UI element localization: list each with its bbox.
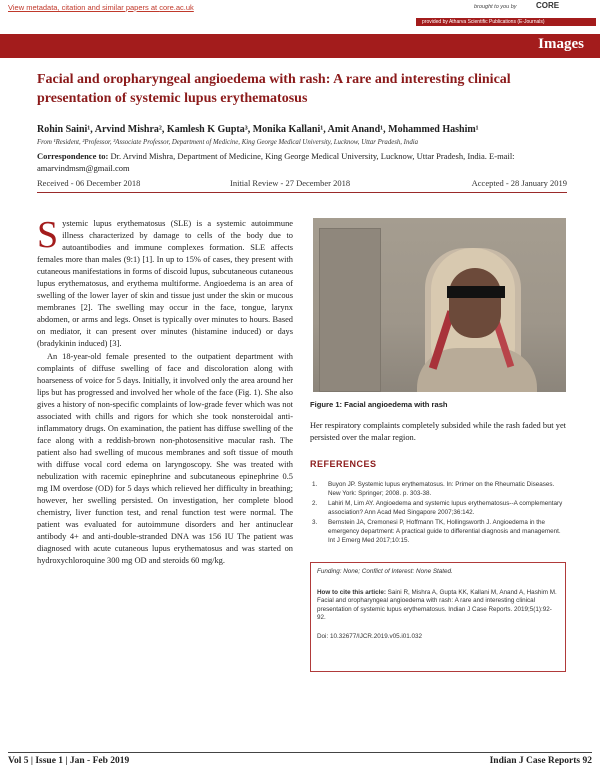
citation: How to cite this article: Saini R, Mishra A, Gupta KK, Kallani M, Anand A, Hashim M. Facial and oropharyngeal angioedema with rash: A rare and interesting clinical presentation of systemic lupus erythematosus. Indian J Case Reports. 2019;5(1):92-92. (317, 588, 557, 622)
reference-item: 1. Buyon JP. Systemic lupus erythematosus. In: Primer on the Rheumatic Diseases. New York: Springer; 2008. p. 303-38. (312, 481, 555, 497)
footer-journal-page: Indian J Case Reports 92 (489, 756, 592, 766)
paragraph-intro: Systemic lupus erythematosus (SLE) is a systemic autoimmune illness characterized by damage to cells of the body due to autoantibodies and immune complexes formation. SLE affects females more than males (9:1) [1]. In up to 15% of cases, they present with cutaneous manifestations in forms of discoid lupus, subcutaneous cutaneous lupus erythematosus, and erythema multiforme. Angioedema is an area of swelling of the lower layer of skin and tissue just under the skin or mucous membranes [2]. The swelling may occur in the face, tongue, larynx abdomen, or arms and legs. Onset is typically over minutes to hours. Based on mediator, it can present over minutes (histamine induced) or days (bradykinin induced) [3]. (37, 214, 293, 349)
article-info-box (310, 562, 566, 672)
correspondence-label: Correspondence to: (37, 151, 109, 161)
review-date: Initial Review - 27 December 2018 (230, 178, 351, 188)
patient-photo (313, 218, 566, 392)
reference-item: 2. Lahiri M, Lim AY. Angioedema and systemic lupus erythematosus--A complementary association? Ann Acad Med Singapore 2007;36:142. (312, 500, 563, 516)
left-column (37, 214, 293, 567)
citation-label: How to cite this article: (317, 588, 386, 596)
header-divider (37, 192, 567, 193)
doi[interactable]: Doi: 10.32677/IJCR.2019.v05.i01.032 (317, 632, 423, 640)
paragraph-outcome: Her respiratory complaints completely subsided while the rash faded but yet persisted over the malar region. (310, 421, 566, 442)
author-list: Rohin Saini¹, Arvind Mishra², Kamlesh K Gupta³, Monika Kallani¹, Amit Anand¹, Mohammed Hashim¹ (37, 124, 479, 135)
section-banner (0, 34, 600, 58)
received-date: Received - 06 December 2018 (37, 178, 141, 188)
brought-by-text: brought to you by (474, 4, 517, 10)
correspondence (37, 150, 567, 174)
affiliations: From ¹Resident, ²Professor, ³Associate Professor, Department of Medicine, King George Medical University, Lucknow, Uttar Pradesh, India (37, 139, 419, 146)
footer-divider (8, 752, 592, 753)
article-dates (37, 178, 567, 190)
accepted-date: Accepted - 28 January 2019 (471, 178, 567, 188)
reference-item: 3. Bernstein JA, Cremonesi P, Hoffmann TK, Hollingsworth J. Angioedema in the emergency department: A practical guide to differential diagnosis and management. Int J Emerg Med 2017;10:15. (312, 519, 561, 544)
drop-cap: S (37, 214, 59, 256)
core-bar (0, 0, 600, 16)
figure-caption: Figure 1: Facial angioedema with rash (310, 400, 448, 409)
provided-by-banner: provided by Atharva Scientific Publications (E-Journals) (416, 18, 596, 26)
footer-volume: Vol 5 | Issue 1 | Jan - Feb 2019 (8, 756, 130, 766)
core-metadata-link[interactable]: View metadata, citation and similar papers at core.ac.uk (8, 3, 194, 12)
funding-statement: Funding: None; Conflict of Interest: None Stated. (317, 568, 453, 575)
core-logo[interactable]: CORE (536, 1, 560, 10)
reference-list (310, 481, 566, 547)
paragraph-case: An 18-year-old female presented to the outpatient department with complaints of diffuse swelling of face and discoloration along with hoarseness of voice for 5 days. Initially, it involved only the area around her lips but has progressed and involved her whole of the face (Fig. 1). She also gives a history of non-specific complaints of low-grade fever which was not associated with chills and rigors for which she took nonsteroidal anti-inflammatory drugs. On examination, the patient has diffuse swelling of the face along with a reddish-brown non-photosensitive macular rash. The patient also had swelling of mucous membranes and soft tissue of mouth with diffuse vocal cord edema on laryngoscopy. She was treated with nebulization with racemic epinephrine and subcutaneous epinephrine 0.5 mg IM overdose (OD) for 5 days which relieved her difficulty in breathing; however, her swelling persisted. On investigation, her complete blood chemistry, liver function test, and renal function test were normal. The patient was evaluated for autoimmune disorders and her antinuclear antibody 4+ and anti-double-stranded DNA was 156 IU The patient was diagnosed with acute cutaneous lupus erythematosus and was started on hydroxychloroquine 300 mg OD and steroids 60 mg/kg. (37, 351, 293, 566)
anonymization-bar (447, 286, 505, 298)
article-title: Facial and oropharyngeal angioedema with rash: A rare and interesting clinical presentation of systemic lupus erythematosus (37, 72, 511, 106)
correspondence-text: Dr. Arvind Mishra, Department of Medicine, King George Medical University, Lucknow, Uttar Pradesh, India. E-mail: amarvindmsm@gmail.com (37, 151, 515, 173)
references-heading: REFERENCES (310, 459, 377, 469)
section-label: Images (538, 36, 584, 52)
